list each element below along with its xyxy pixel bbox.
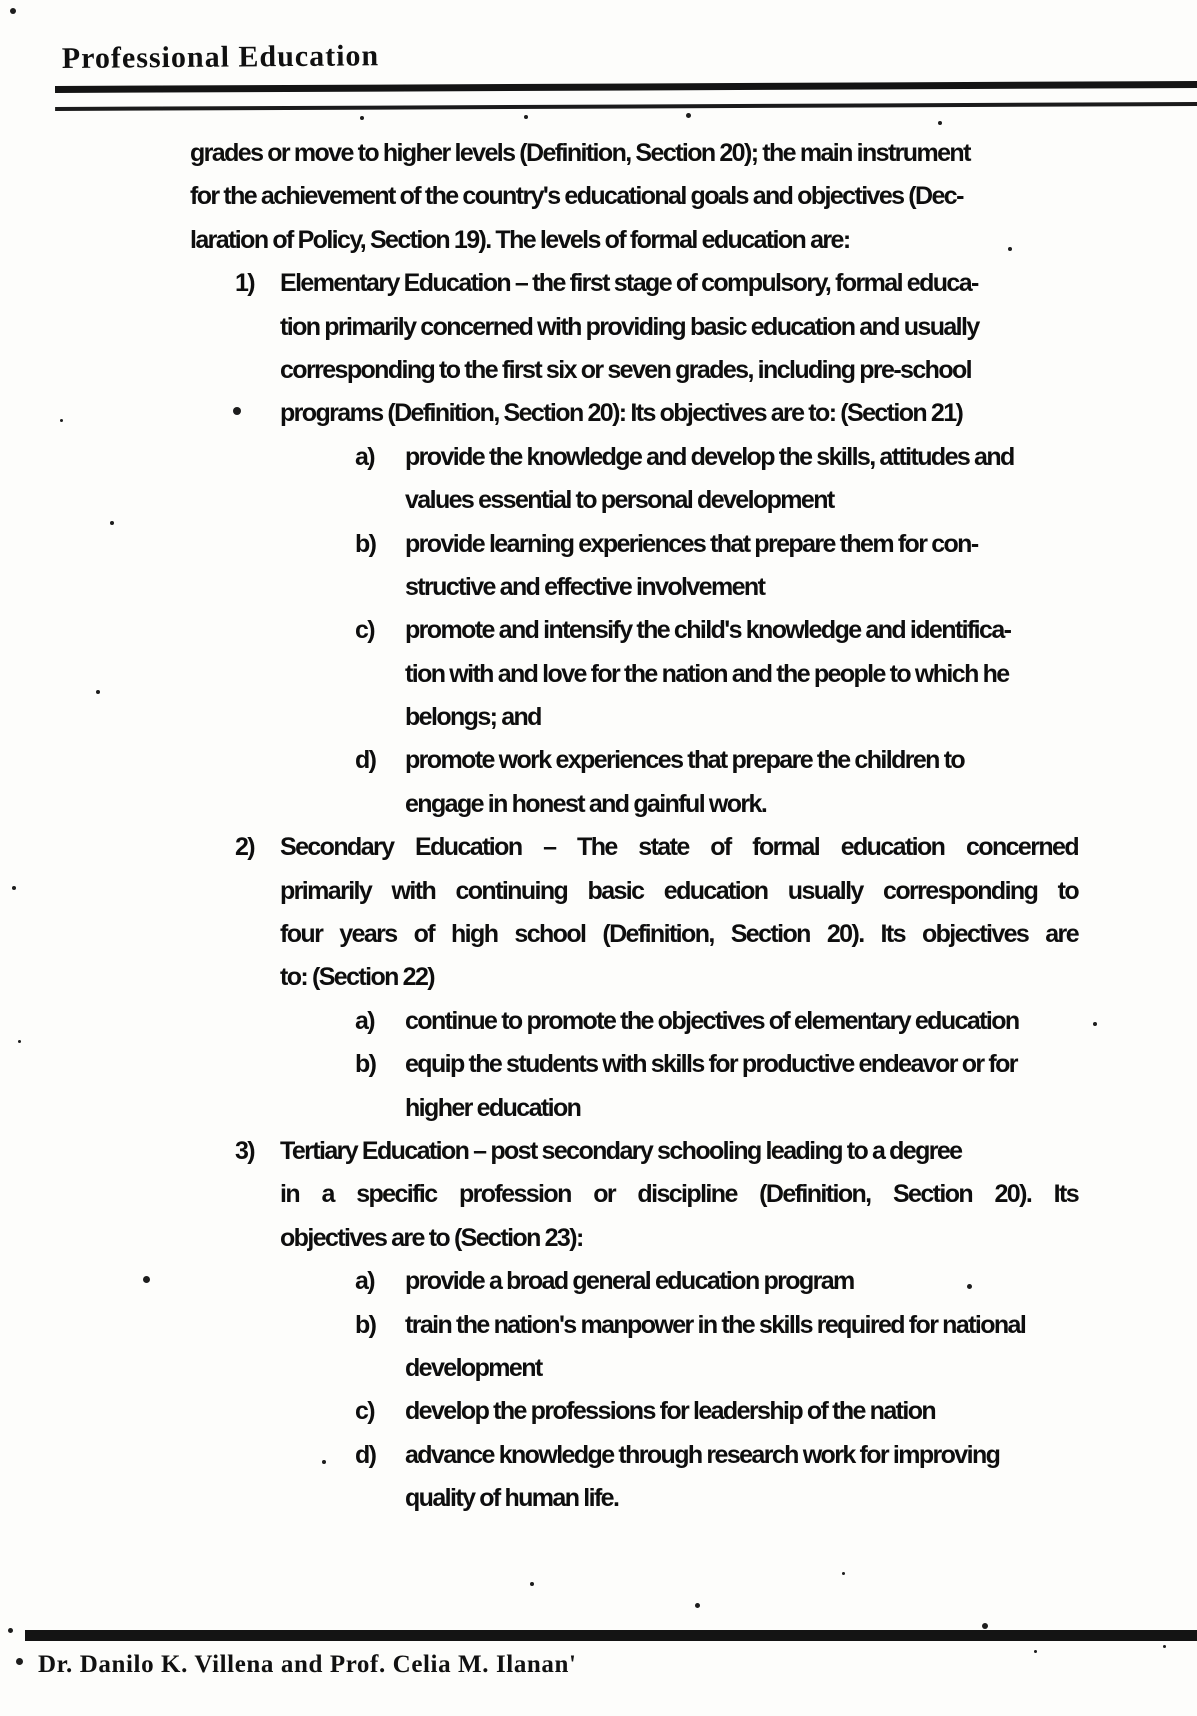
sub-item-line [190,746,1078,789]
scan-speck [12,886,16,890]
list-marker: 3) [235,1136,255,1165]
list-marker: c) [355,1397,375,1426]
scan-speck [982,1623,988,1629]
line-text: Secondary Education – The state of formal education concerned [280,833,1078,862]
sub-item-line [190,530,1078,573]
text-line [190,1094,1078,1137]
sub-item-line [190,1311,1078,1354]
text-line [190,313,1078,356]
text-line [190,399,1078,442]
scan-speck [530,1582,534,1586]
line-text: grades or move to higher levels (Definition, Section 20); the main instrument [190,139,970,167]
scan-speck [96,690,100,694]
list-marker: d) [355,746,376,775]
line-text: train the nation's manpower in the skills required for national [405,1310,1026,1339]
scan-speck [524,115,528,119]
sub-item-line [190,1050,1078,1093]
list-marker: d) [355,1440,376,1469]
line-text: higher education [405,1093,581,1122]
line-text: belongs; and [405,703,541,732]
scan-speck [110,521,114,525]
sub-item-line [190,1007,1078,1050]
text-line [190,182,1078,225]
scan-speck [938,121,942,125]
line-text: corresponding to the first six or seven grades, including pre-school [280,355,972,384]
scan-speck [842,1572,845,1575]
scan-speck [1008,247,1012,251]
line-text: four years of high school (Definition, Section 20). Its objectives are [280,920,1078,949]
scan-speck [360,116,364,120]
footer-authors: Dr. Danilo K. Villena and Prof. Celia M. Ilanan' [38,1651,577,1678]
list-marker: b) [355,529,376,558]
line-text: values essential to personal development [405,486,834,515]
line-text: for the achievement of the country's educational goals and objectives (Dec- [190,182,963,211]
line-text: provide the knowledge and develop the skills, attitudes and [405,442,1014,471]
line-text: development [405,1353,542,1382]
list-marker: b) [355,1050,376,1079]
footer-rule [25,1630,1197,1641]
list-marker: 1) [235,269,255,298]
line-text: engage in honest and gainful work. [405,789,767,818]
text-line [190,226,1078,269]
list-item-line [190,269,1078,312]
line-text: laration of Policy, Section 19). The levels of formal education are: [190,225,850,254]
scan-speck [233,407,241,415]
scan-speck [16,1658,23,1665]
list-item-line [190,833,1078,876]
line-text: continue to promote the objectives of elementary education [405,1006,1019,1035]
list-marker: a) [355,1267,375,1296]
scan-speck [1093,1022,1097,1026]
text-line [190,1224,1078,1267]
line-text: advance knowledge through research work for improving [405,1440,1000,1469]
line-text: tion with and love for the nation and the people to which he [405,659,1009,688]
line-text: tion primarily concerned with providing basic education and usually [280,312,979,341]
text-line [190,877,1078,920]
line-text: equip the students with skills for productive endeavor or for [405,1050,1017,1079]
list-marker: a) [355,1006,375,1035]
line-text: quality of human life. [405,1484,619,1513]
scan-speck [1034,1650,1037,1653]
page-title: Professional Education [61,39,380,76]
sub-item-line [190,1267,1078,1310]
sub-item-line [190,616,1078,659]
line-text: to: (Section 22) [280,963,434,992]
scan-speck [686,113,691,118]
line-text: programs (Definition, Section 20): Its objectives are to: (Section 21) [280,399,963,428]
text-line [190,1484,1078,1527]
scan-speck [1163,1645,1166,1648]
scan-speck [967,1284,972,1289]
text-line [190,356,1078,399]
line-text: Elementary Education – the first stage of compulsory, formal educa- [280,269,978,298]
scan-speck [143,1276,150,1283]
line-text: primarily with continuing basic education usually corresponding to [280,876,1078,905]
list-marker: b) [355,1310,376,1339]
list-item-line [190,1137,1078,1180]
list-marker: 2) [235,833,255,862]
text-line [190,1354,1078,1397]
line-text: structive and effective involvement [405,572,765,601]
line-text: provide a broad general education program [405,1267,854,1296]
line-text: develop the professions for leadership of the nation [405,1397,936,1426]
line-text: Tertiary Education – post secondary schooling leading to a degree [280,1136,962,1165]
scan-speck [10,8,16,14]
list-marker: c) [355,616,375,645]
text-line [190,703,1078,746]
text-line [190,486,1078,529]
text-line [190,790,1078,833]
text-line [190,660,1078,703]
line-text: provide learning experiences that prepare them for con- [405,529,978,558]
text-line [190,573,1078,616]
line-text: objectives are to (Section 23): [280,1223,583,1252]
sub-item-line [190,1397,1078,1440]
page-body [190,139,1078,1528]
scan-speck [8,1628,13,1633]
header-rule [55,81,1197,111]
scan-speck [18,1040,21,1043]
line-text: in a specific profession or discipline (Definition, Section 20). Its [280,1180,1078,1209]
text-line [190,963,1078,1006]
text-line [190,920,1078,963]
scan-speck [695,1603,700,1608]
scan-speck [60,419,63,422]
list-marker: a) [355,442,375,471]
text-line [190,1180,1078,1223]
line-text: promote and intensify the child's knowledge and identifica- [405,616,1011,645]
line-text: promote work experiences that prepare the children to [405,746,965,775]
text-line [190,139,1078,182]
sub-item-line [190,443,1078,486]
scan-speck [322,1460,326,1464]
